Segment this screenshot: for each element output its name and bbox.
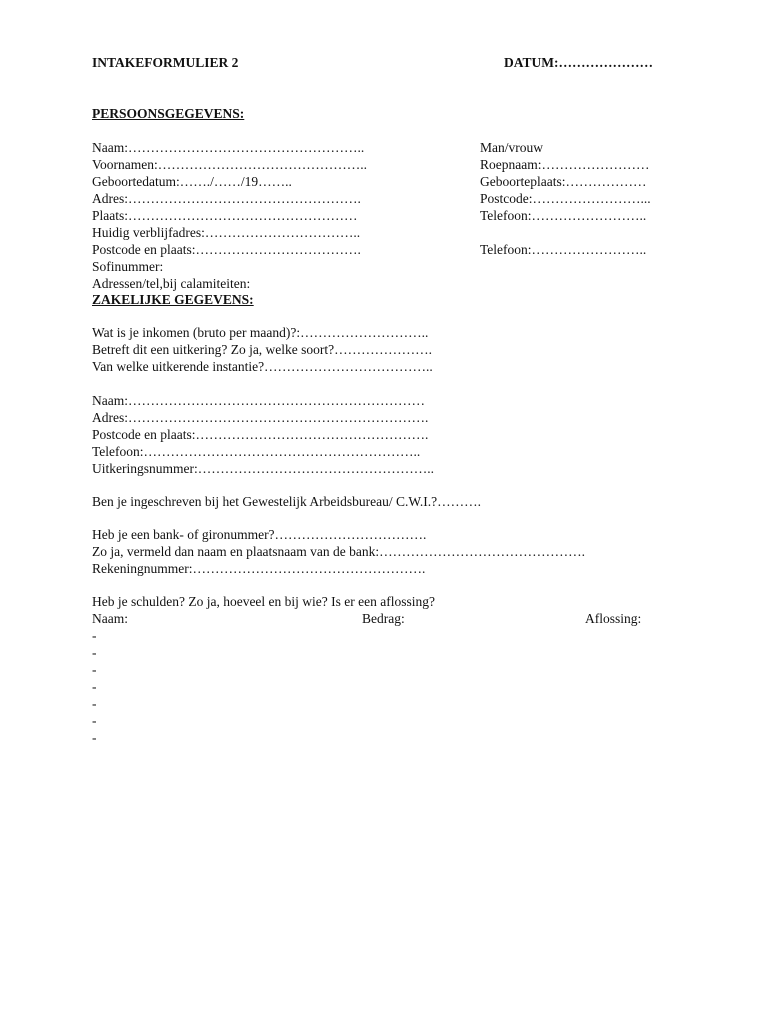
bank-account-question: Heb je een bank- of gironummer?……………………………. <box>92 527 427 542</box>
bank-name-question: Zo ja, vermeld dan naam en plaatsnaam van de bank:………………………………………. <box>92 544 586 559</box>
birthplace-field: Geboorteplaats:……………… <box>480 174 647 189</box>
current-residence-field: Huidig verblijfadres:…………………………….. <box>92 225 361 240</box>
form-header <box>92 54 674 71</box>
personal-section-title: PERSOONSGEGEVENS: <box>92 106 245 121</box>
date-field: DATUM:………………… <box>504 55 653 70</box>
address-field: Adres:……………………………………………. <box>92 191 361 206</box>
benefit-number-field: Uitkeringsnummer:…………………………………………….. <box>92 461 434 476</box>
birthdate-field: Geboortedatum:……./……/19…….. <box>92 174 292 189</box>
form-title: INTAKEFORMULIER 2 <box>92 55 239 70</box>
debt-amount-column: Bedrag: <box>362 611 405 626</box>
phone-field-2: Telefoon:…………………….. <box>480 242 647 257</box>
debt-line-6: - <box>92 713 97 728</box>
debt-line-7: - <box>92 730 97 745</box>
nickname-field: Roepnaam:…………………… <box>480 157 650 172</box>
name-field: Naam:…………………………………………….. <box>92 140 365 155</box>
first-names-field: Voornamen:……………………………………….. <box>92 157 367 172</box>
debt-line-3: - <box>92 662 97 677</box>
phone-field: Telefoon:…………………….. <box>480 208 647 223</box>
debt-line-5: - <box>92 696 97 711</box>
debt-name-column: Naam: <box>92 611 128 626</box>
agency-address-field: Adres:…………………………………………………………. <box>92 410 429 425</box>
agency-name-field: Naam:………………………………………………………… <box>92 393 425 408</box>
emergency-contacts-field: Adressen/tel,bij calamiteiten: <box>92 276 251 291</box>
benefit-question: Betreft dit een uitkering? Zo ja, welke soort?…………………. <box>92 342 433 357</box>
account-number-field: Rekeningnummer:……………………………………………. <box>92 561 426 576</box>
debt-line-1: - <box>92 628 97 643</box>
postcode-field: Postcode:……………………... <box>480 191 651 206</box>
registration-question: Ben je ingeschreven bij het Gewestelijk Arbeidsbureau/ C.W.I.?………. <box>92 494 482 509</box>
agency-phone-field: Telefoon:…………………………………………………….. <box>92 444 421 459</box>
agency-postcode-field: Postcode en plaats:……………………………………………. <box>92 427 429 442</box>
debt-line-2: - <box>92 645 97 660</box>
city-field: Plaats:…………………………………………… <box>92 208 358 223</box>
debt-repayment-column: Aflossing: <box>585 611 642 626</box>
sofi-number-field: Sofinummer: <box>92 259 164 274</box>
business-section-title: ZAKELIJKE GEGEVENS: <box>92 292 254 307</box>
debts-question: Heb je schulden? Zo ja, hoeveel en bij wie? Is er een aflossing? <box>92 594 435 609</box>
gender-field: Man/vrouw <box>480 140 543 155</box>
postcode-city-field: Postcode en plaats:………………………………. <box>92 242 361 257</box>
debt-line-4: - <box>92 679 97 694</box>
income-question: Wat is je inkomen (bruto per maand)?:……………………….. <box>92 325 429 340</box>
benefit-agency-question: Van welke uitkerende instantie?……………………………….. <box>92 359 433 374</box>
